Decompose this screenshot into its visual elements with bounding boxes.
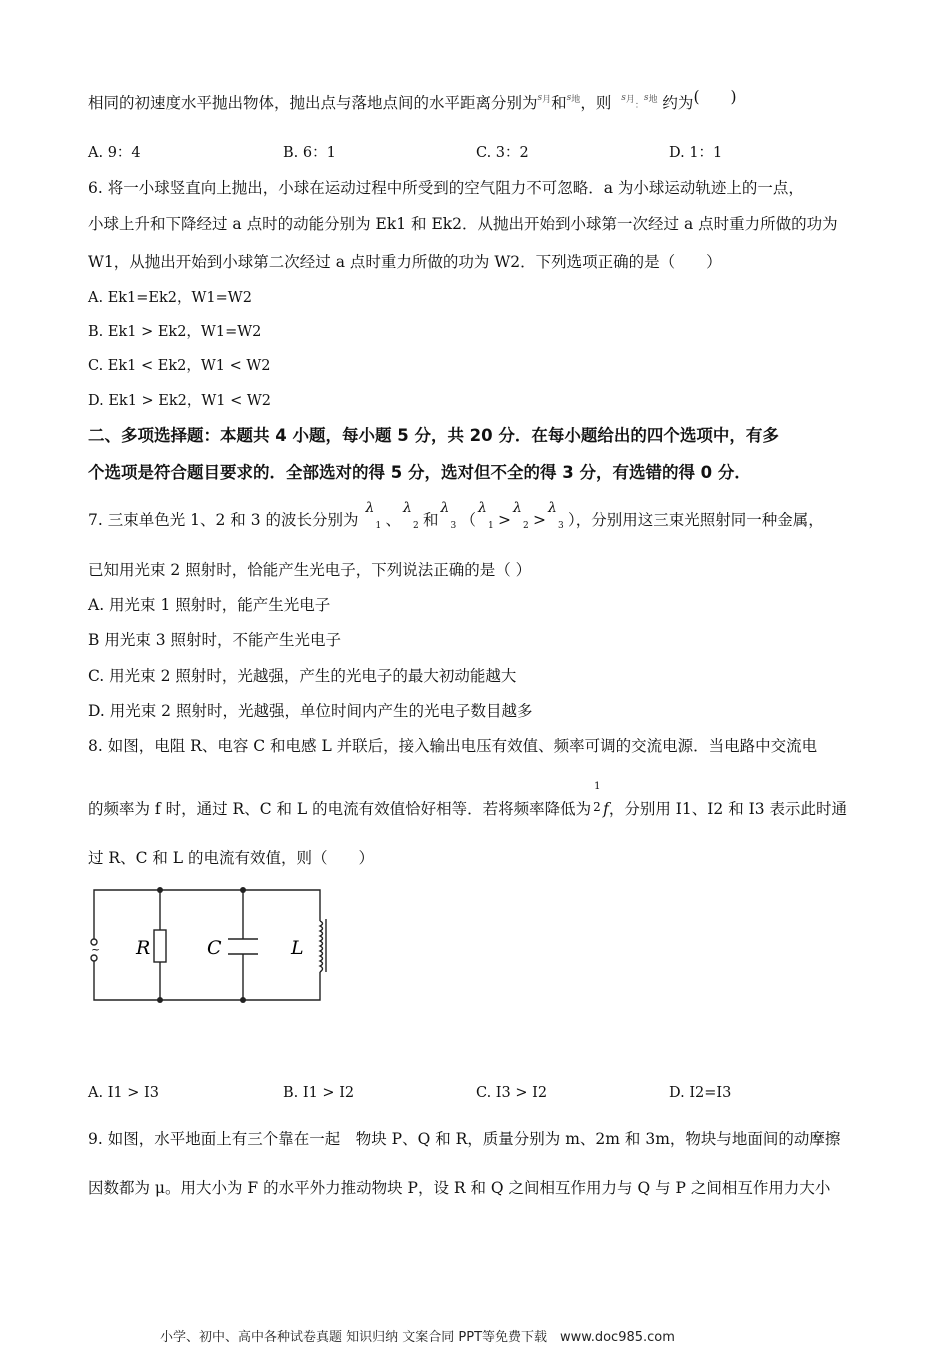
q7-option-b: B 用光束 3 照射时，不能产生光电子 [88, 631, 342, 649]
lambda-2: λ 2 [402, 500, 419, 531]
q9-line-2: 因数都为 μ。用大小为 F 的水平外力推动物块 P，设 R 和 Q 之间相互作用力与 Q 与 P 之间相互作用力大小 [88, 1179, 831, 1197]
lambda-1: λ 1 [365, 500, 382, 531]
label-r: R [136, 937, 151, 959]
q5-option-d: D. 1：1 [669, 145, 723, 161]
q9-line-1: 9. 如图，水平地面上有三个靠在一起 物块 P、Q 和 R，质量分别为 m、2m 和 3m，物块与地面间的动摩擦 [88, 1130, 841, 1148]
q5-option-b: B. 6：1 [283, 145, 336, 161]
q8-option-d: D. I2=I3 [669, 1085, 732, 1101]
q6-line-2: 小球上升和下降经过 a 点时的动能分别为 Ek1 和 Ek2．从抛出开始到小球第一次经过 a 点时重力所做的功为 [88, 215, 838, 233]
q6-line-1: 6. 将一小球竖直向上抛出，小球在运动过程中所受到的空气阻力不可忽略．a 为小球运动轨迹上的一点， [88, 179, 804, 197]
inductor-coil [320, 921, 323, 972]
q6-option-c: C. Ek1 < Ek2，W1 < W2 [88, 358, 271, 374]
ac-source-symbol: ~ [91, 943, 101, 956]
q6-option-b: B. Ek1 > Ek2，W1=W2 [88, 324, 262, 340]
q6-option-a: A. Ek1=Ek2，W1=W2 [88, 290, 252, 306]
q5-option-a: A. 9：4 [88, 145, 141, 161]
q8-option-a: A. I1 > I3 [88, 1085, 159, 1101]
rcl-circuit-diagram [80, 884, 340, 1010]
s-earth: s [566, 93, 572, 103]
q6-option-d: D. Ek1 > Ek2，W1 < W2 [88, 393, 272, 409]
q8-option-b: B. I1 > I2 [283, 1085, 355, 1101]
q8-line-3: 过 R、C 和 L 的电流有效值，则（ ） [88, 849, 375, 867]
q5-text-line: 相同的初速度水平抛出物体，抛出点与落地点间的水平距离分别为$^{s月}$和$^{s地}$，则 $^{s月}$：$^{s地}$ 约为( ) [88, 88, 737, 112]
fraction-one-half: 1 2 [593, 781, 601, 814]
q7-line-1: 7. 三束单色光 1、2 和 3 的波长分别为 λ 1 、 λ 2 和 λ 3 （ λ 1 > λ 2 > λ 3 ），分别用这三束光照射同一种金属， [88, 500, 824, 531]
label-l: L [291, 937, 304, 959]
label-c: C [207, 937, 222, 959]
q7-option-c: C. 用光束 2 照射时，光越强，产生的光电子的最大初动能越大 [88, 667, 517, 685]
q8-line-1: 8. 如图，电阻 R、电容 C 和电感 L 并联后，接入输出电压有效值、频率可调的交流电源．当电路中交流电 [88, 737, 818, 755]
s-moon: s [537, 93, 543, 103]
q7-option-d: D. 用光束 2 照射时，光越强，单位时间内产生的光电子数目越多 [88, 702, 533, 720]
q7-option-a: A. 用光束 1 照射时，能产生光电子 [88, 596, 331, 614]
q6-line-3: W1，从抛出开始到小球第二次经过 a 点时重力所做的功为 W2．下列选项正确的是（ ） [88, 253, 722, 271]
q8-line-2: 的频率为 f 时，通过 R、C 和 L 的电流有效值恰好相等．若将频率降低为 1 2 f，分别用 I1、I2 和 I3 表示此时通 [88, 781, 848, 818]
section-2-heading-line-2: 个选项是符合题目要求的．全部选对的得 5 分，选对但不全的得 3 分，有选错的得 0 分． [88, 463, 751, 482]
q5-option-c: C. 3：2 [476, 145, 529, 161]
resistor-symbol [154, 930, 166, 962]
lambda-3: λ 3 [440, 500, 457, 531]
q8-option-c: C. I3 > I2 [476, 1085, 548, 1101]
q7-line-2: 已知用光束 2 照射时，恰能产生光电子，下列说法正确的是（ ） [88, 561, 532, 579]
page-footer: 小学、初中、高中各种试卷真题 知识归纳 文案合同 PPT等免费下载 www.doc985.com [160, 1330, 675, 1345]
section-2-heading-line-1: 二、多项选择题：本题共 4 小题，每小题 5 分，共 20 分．在每小题给出的四个选项中，有多 [88, 426, 779, 445]
